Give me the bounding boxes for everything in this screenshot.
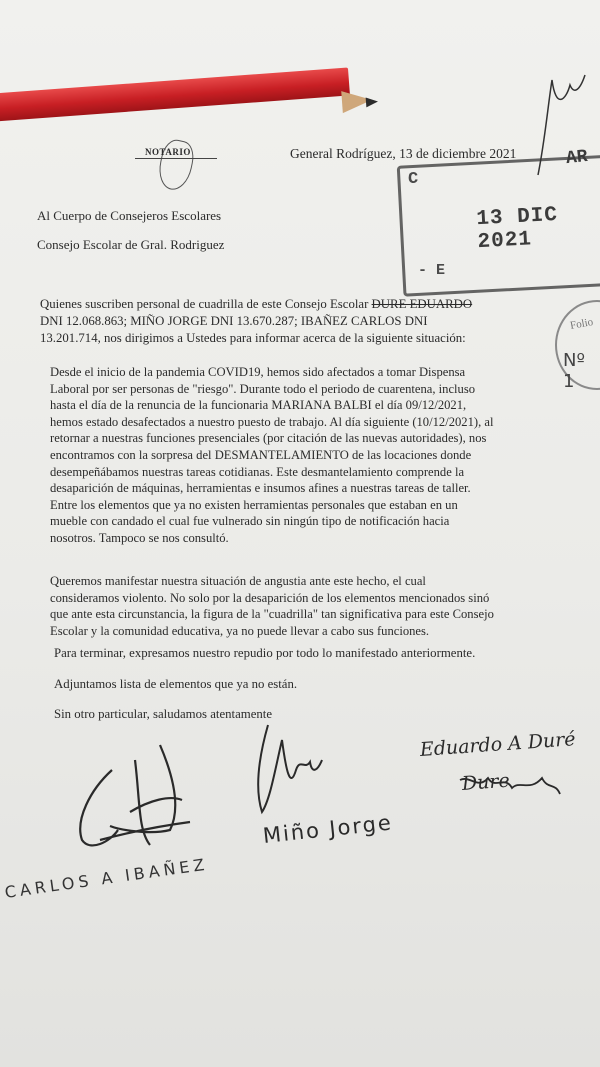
closing-line-1: Para terminar, expresamos nuestro repudio por todo lo manifestado anteriormente. [54,646,476,660]
body-p1-line: Entre los elementos que ya no existen herramientas personales que estaban en un [50,497,458,512]
recipient-line-1: Al Cuerpo de Consejeros Escolares [37,208,222,223]
intro-struck-name: DURE EDUARDO [371,297,473,311]
body-p1-line: hemos estado desafectados a nuestro puesto de trabajo. Al día siguiente (10/12/2021), al [50,414,494,429]
dure-printed-name-2: Dure [461,769,511,795]
body-p1-line: hasta el día de la renuncia de la funcionaria MARIANA BALBI el día 09/12/2021, [50,398,467,413]
body-p2-line: que ante esta circunstancia, la figura de la "cuadrilla" tan significativa para este Consejo [50,607,494,622]
body-p1-line: mueble con candado el cual fue vulnerado sin ningún tipo de notificación hacia [50,514,450,529]
place-date: General Rodríguez, 13 de diciembre 2021 [290,146,517,161]
body-p1-line: Desde el inicio de la pandemia COVID19, hemos sido afectados a tomar Dispensa [50,365,466,379]
ibanez-printed-name: CARLOS A IBAÑEZ [3,854,210,902]
body-p1-line: desaparición de máquinas, herramientas e insumos afines a nuestras tareas de taller. [50,481,471,496]
top-right-scribble [538,75,585,175]
intro-line-3: 13.201.714, nos dirigimos a Ustedes para informar acerca de la siguiente situación: [40,331,466,345]
body-p1-line: retornar a nuestras funciones presenciales (por citación de las nuevas autoridades), nos [50,431,487,446]
mino-printed-name: Miño Jorge [261,810,394,848]
folio-number: Nº 1 [563,350,585,392]
mino-signature [258,725,322,812]
body-p1-line: nosotros. Tampoco se nos consultó. [50,530,229,545]
closing-line-3: Sin otro particular, saludamos atentamente [54,707,273,721]
dure-printed-name: Eduardo A Duré [419,728,577,761]
stamp-fragment-c: C [408,170,419,189]
body-p2-line: Escolar y la comunidad educativa, ya no puede llevar a cabo sus funciones. [50,623,430,638]
body-p2-line: consideramos violento. No solo por la desaparición de los elementos mencionados sinó [50,590,490,605]
folio-label: Folio [569,316,595,332]
notary-mark: NOTARIO [145,147,191,157]
stamp-ar: AR [565,146,589,170]
recipient-line-2: Consejo Escolar de Gral. Rodriguez [37,237,225,252]
ibanez-signature [80,745,190,845]
body-p1-line: desempeñábamos nuestras tareas cotidianas. Este desmantelamiento comprende la [50,464,465,479]
intro-line-2: DNI 12.068.863; MIÑO JORGE DNI 13.670.287; IBAÑEZ CARLOS DNI [40,314,428,328]
body-p1-line: encontramos con la sorpresa del DESMANTELAMIENTO de las locaciones donde [50,447,472,462]
stamp-fragment-e: - E [418,262,446,279]
intro-line-1-text: Quienes suscriben personal de cuadrilla de este Consejo Escolar [40,297,372,311]
stamp-date: 13 DIC 2021 [475,203,559,255]
body-p1-line: Laboral por ser personas de "riesgo". Durante todo el periodo de cuarentena, incluso [50,381,476,396]
body-p2-line: Queremos manifestar nuestra situación de angustia ante este hecho, el cual [50,574,426,588]
closing-line-2: Adjuntamos lista de elementos que ya no están. [54,677,298,691]
